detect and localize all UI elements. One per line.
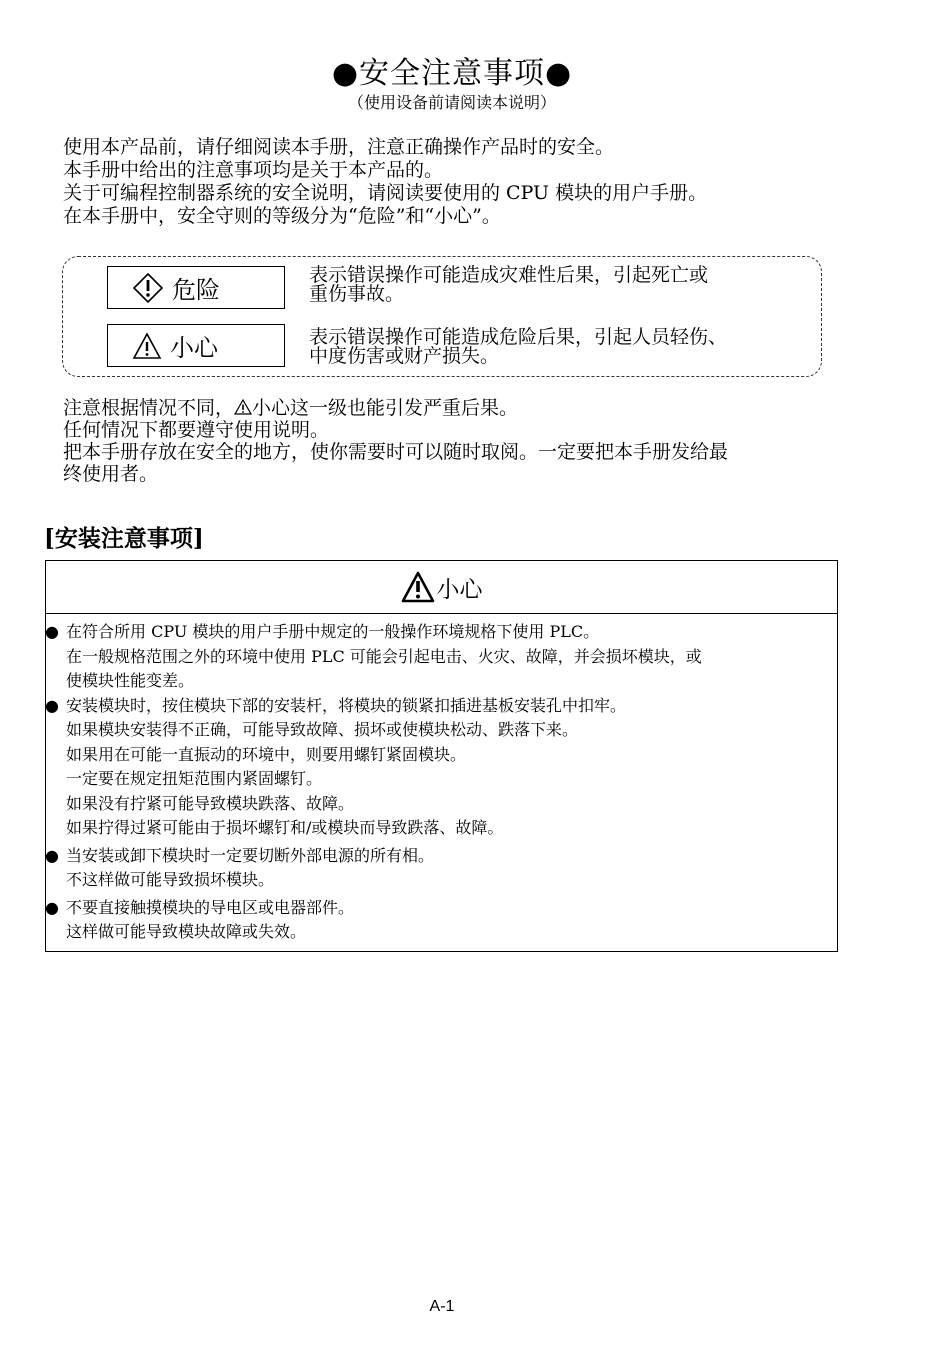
danger-desc-line: 重伤事故。 <box>309 283 405 305</box>
intro-line: 本手册中给出的注意事项均是关于本产品的。 <box>63 159 444 181</box>
caution-triangle-icon <box>132 332 162 360</box>
bullet-icon: ● <box>45 622 59 641</box>
intro-line: 关于可编程控制器系统的安全说明，请阅读要使用的 CPU 模块的用户手册。 <box>63 182 708 204</box>
page-subtitle: （使用设备前请阅读本说明） <box>347 93 556 112</box>
note-line: 任何情况下都要遵守使用说明。 <box>63 419 330 441</box>
caution-title: 小心 <box>436 576 483 603</box>
danger-diamond-icon <box>132 272 164 304</box>
note-line: 注意根据情况不同， 小心这一级也能引发严重后果。 <box>63 397 519 419</box>
intro-paragraph <box>63 136 853 228</box>
list-item: ● 不要直接触摸模块的导电区或电器部件。 这样做可能导致模块故障或失效。 <box>45 897 355 941</box>
installation-caution-box <box>45 560 838 952</box>
page-number: A-1 <box>429 1298 455 1315</box>
bullet-icon: ● <box>45 845 59 865</box>
section-heading: [安装注意事项] <box>44 525 204 552</box>
note-line: 终使用者。 <box>63 463 159 485</box>
danger-desc-line: 表示错误操作可能造成灾难性后果，引起死亡或 <box>309 264 709 286</box>
note-line: 把本手册存放在安全的地方，使你需要时可以随时取阅。一定要把本手册发给最 <box>63 441 729 463</box>
caution-desc-line: 中度伤害或财产损失。 <box>309 345 500 367</box>
caution-description <box>309 328 799 366</box>
intro-line: 使用本产品前，请仔细阅读本手册，注意正确操作产品时的安全。 <box>63 136 615 158</box>
list-item: ● 安装模块时，按住模块下部的安装杆，将模块的锁紧扣插进基板安装孔中扣牢。 如果模块安装得不正确，可能导致故障、损坏或使模块松动、跌落下来。 如果用在可能一直振动的环境中，则要用螺钉紧固模块。 一定要在规定扭矩范围内紧固螺钉。 如果没有拧紧可能导致模块跌落、故障。 如果拧得过紧可能由于损坏螺钉和/或模块而导致跌落、故障。 <box>45 695 627 837</box>
caution-label-box <box>107 324 285 367</box>
bullet-icon: ● <box>45 695 59 715</box>
bullet-icon: ● <box>45 897 59 917</box>
usage-notes <box>63 397 863 485</box>
caution-item-list <box>46 614 837 945</box>
danger-label: 危险 <box>172 276 220 304</box>
list-item: ● 当安装或卸下模块时一定要切断外部电源的所有相。 不这样做可能导致损坏模块。 <box>45 845 435 889</box>
page-title: ●安全注意事项● <box>331 56 573 91</box>
caution-label: 小心 <box>170 334 218 362</box>
list-item: ● 在符合所用 CPU 模块的用户手册中规定的一般操作环境规格下使用 PLC。 在一般规格范围之外的环境中使用 PLC 可能会引起电击、火灾、故障，并会损坏模块，或 使模块性能变差。 <box>45 622 702 690</box>
caution-desc-line: 表示错误操作可能造成危险后果，引起人员轻伤、 <box>309 326 728 348</box>
caution-triangle-icon <box>401 571 435 603</box>
danger-description <box>309 266 799 304</box>
hazard-level-legend <box>62 256 822 377</box>
caution-triangle-icon <box>234 399 252 415</box>
caution-header <box>46 561 837 614</box>
danger-label-box <box>107 266 285 309</box>
intro-line: 在本手册中，安全守则的等级分为“危险”和“小心”。 <box>63 205 501 227</box>
